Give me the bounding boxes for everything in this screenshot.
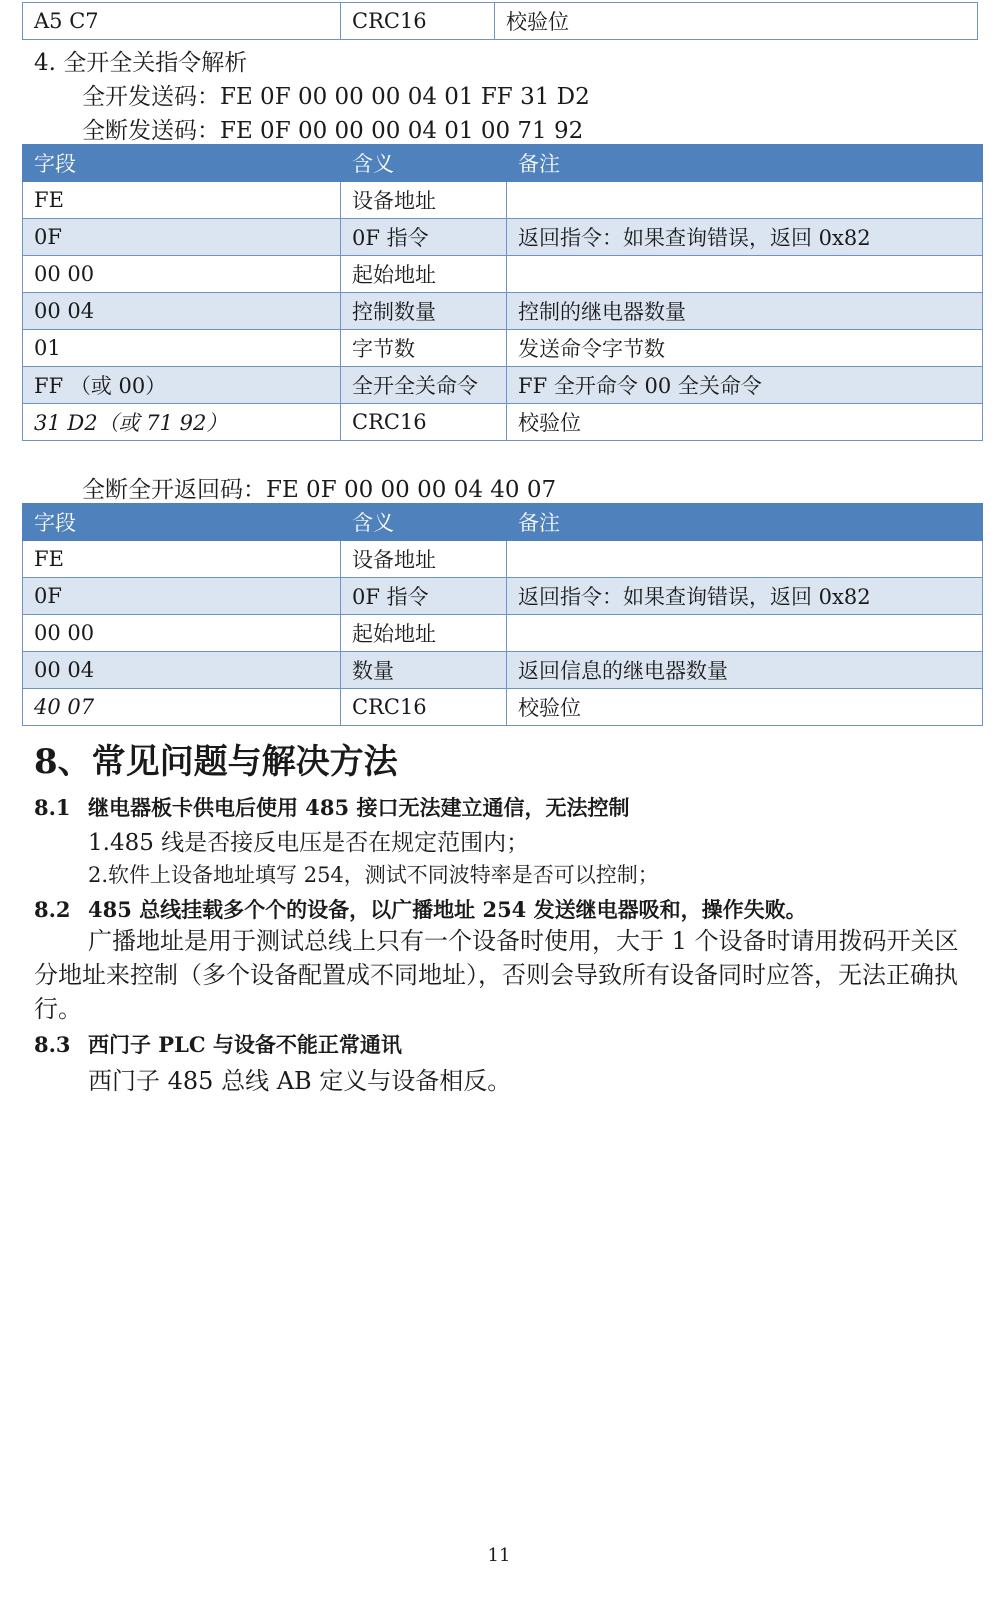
table-cell: [507, 182, 983, 219]
section-title: 4. 全开全关指令解析: [34, 50, 248, 76]
response-table: [22, 503, 983, 726]
table-cell: A5 C7: [23, 3, 341, 40]
table-row: [23, 293, 983, 330]
table-cell: 返回信息的继电器数量: [507, 652, 983, 689]
table-row: [23, 578, 983, 615]
table-cell: 返回指令：如果查询错误，返回 0x82: [507, 578, 983, 615]
table-header-row: [23, 504, 983, 541]
table-cell: 40 07: [23, 689, 341, 726]
table-cell: 31 D2（或 71 92）: [23, 404, 341, 441]
table-cell: 返回指令：如果查询错误，返回 0x82: [507, 219, 983, 256]
table-cell: 起始地址: [341, 615, 507, 652]
table-row: [23, 404, 983, 441]
table-cell: 01: [23, 330, 341, 367]
return-code-line: [82, 471, 556, 504]
table-cell: 数量: [341, 652, 507, 689]
question-number: 8.3: [34, 1032, 71, 1057]
open-code-value: FE 0F 00 00 00 04 01 FF 31 D2: [220, 84, 590, 110]
table-row: [23, 367, 983, 404]
header-cell: 字段: [23, 145, 341, 182]
table-row: [23, 182, 983, 219]
command-table: [22, 144, 983, 441]
table-row: [23, 541, 983, 578]
question-8-2: [34, 894, 807, 924]
question-number: 8.1: [34, 795, 71, 820]
section-8-heading: 8、常见问题与解决方法: [34, 742, 398, 782]
table-cell: 0F: [23, 578, 341, 615]
answer-line: 1.485 线是否接反电压是否在规定范围内；: [88, 830, 530, 856]
header-cell: 含义: [341, 504, 507, 541]
table-cell: 起始地址: [341, 256, 507, 293]
question-8-3: [34, 1029, 402, 1059]
table-cell: CRC16: [341, 404, 507, 441]
answer-line: 西门子 485 总线 AB 定义与设备相反。: [88, 1067, 512, 1095]
table-row: [23, 3, 978, 40]
return-code-value: FE 0F 00 00 00 04 40 07: [266, 477, 557, 503]
table-cell: 设备地址: [341, 541, 507, 578]
table-cell: 控制数量: [341, 293, 507, 330]
question-number: 8.2: [34, 897, 71, 922]
table-cell: 校验位: [507, 689, 983, 726]
table-cell: FE: [23, 182, 341, 219]
table-row: [23, 689, 983, 726]
table-cell: 0F: [23, 219, 341, 256]
table-row: [23, 615, 983, 652]
table-cell: FE: [23, 541, 341, 578]
table-cell: 控制的继电器数量: [507, 293, 983, 330]
table-header-row: [23, 145, 983, 182]
close-code-label: 全断发送码：: [82, 118, 220, 144]
table-cell: 校验位: [507, 404, 983, 441]
table-cell: 00 04: [23, 652, 341, 689]
question-text: 西门子 PLC 与设备不能正常通讯: [88, 1032, 402, 1057]
table-cell: CRC16: [341, 689, 507, 726]
return-code-label: 全断全开返回码：: [82, 477, 266, 503]
table-cell: [507, 256, 983, 293]
answer-line: 2.软件上设备地址填写 254，测试不同波特率是否可以控制；: [88, 863, 659, 887]
question-8-1: [34, 792, 629, 822]
open-code-label: 全开发送码：: [82, 84, 220, 110]
table-cell: 00 04: [23, 293, 341, 330]
table-cell: 全开全关命令: [341, 367, 507, 404]
table-cell: 发送命令字节数: [507, 330, 983, 367]
table-row: [23, 652, 983, 689]
table-cell: 校验位: [495, 3, 978, 40]
table-cell: FF 全开命令 00 全关命令: [507, 367, 983, 404]
header-cell: 字段: [23, 504, 341, 541]
table-cell: 字节数: [341, 330, 507, 367]
question-text: 485 总线挂载多个个的设备，以广播地址 254 发送继电器吸和，操作失败。: [88, 897, 807, 922]
open-code-line: [82, 78, 590, 111]
table-row: [23, 256, 983, 293]
close-code-value: FE 0F 00 00 00 04 01 00 71 92: [220, 118, 584, 144]
table-cell: 00 00: [23, 256, 341, 293]
header-cell: 含义: [341, 145, 507, 182]
page-number: 11: [487, 1545, 511, 1566]
table-continuation: [22, 2, 978, 40]
table-cell: [507, 541, 983, 578]
table-row: [23, 219, 983, 256]
table-cell: 0F 指令: [341, 578, 507, 615]
table-cell: 0F 指令: [341, 219, 507, 256]
header-cell: 备注: [507, 145, 983, 182]
close-code-line: [82, 112, 583, 145]
table-cell: CRC16: [341, 3, 495, 40]
table-cell: [507, 615, 983, 652]
header-cell: 备注: [507, 504, 983, 541]
question-text: 继电器板卡供电后使用 485 接口无法建立通信，无法控制: [88, 795, 630, 820]
table-row: [23, 330, 983, 367]
table-cell: 00 00: [23, 615, 341, 652]
table-cell: FF （或 00）: [23, 367, 341, 404]
answer-paragraph: 广播地址是用于测试总线上只有一个设备时使用，大于 1 个设备时请用拨码开关区分地址来控制（多个设备配置成不同地址），否则会导致所有设备同时应答，无法正确执行。: [34, 927, 959, 1023]
table-cell: 设备地址: [341, 182, 507, 219]
